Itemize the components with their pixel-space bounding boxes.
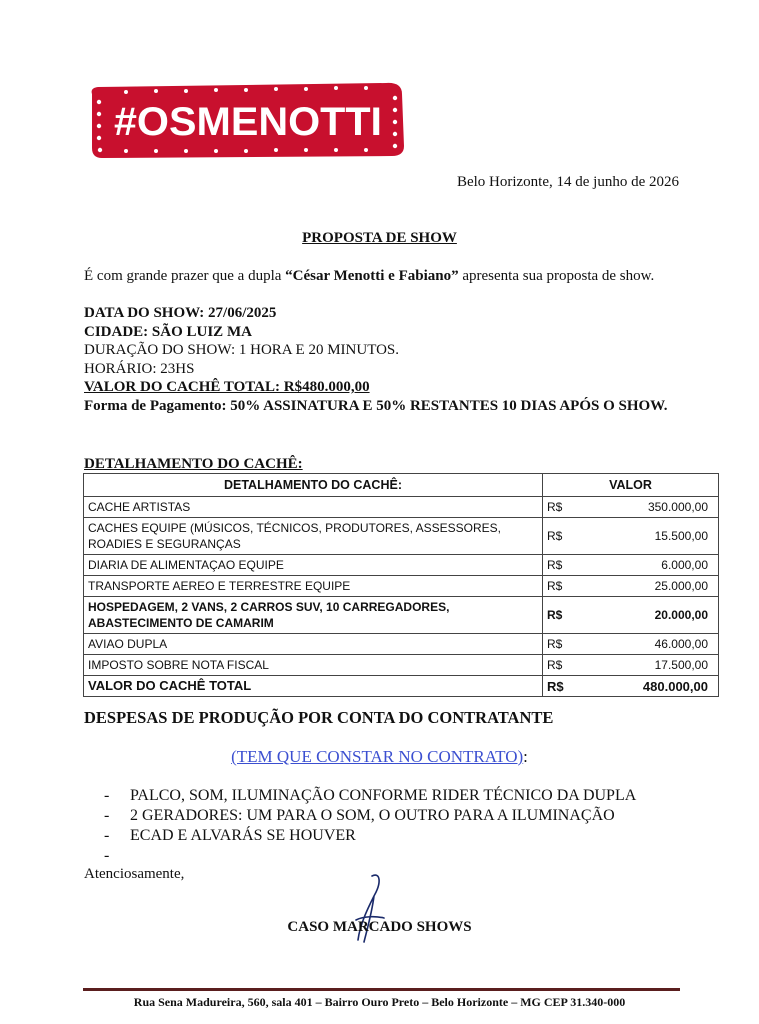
total-description: VALOR DO CACHÊ TOTAL (84, 676, 543, 697)
row-amount: 17.500,00 (579, 655, 719, 676)
list-item (84, 786, 636, 806)
duo-name: “César Menotti e Fabiano” (285, 268, 459, 284)
bullet-dash: - (104, 787, 110, 804)
column-header-detail: DETALHAMENTO DO CACHÊ: (84, 474, 543, 497)
row-description: HOSPEDAGEM, 2 VANS, 2 CARROS SUV, 10 CARREGADORES, ABASTECIMENTO DE CAMARIM (84, 597, 543, 634)
show-time: HORÁRIO: 23HS (84, 360, 195, 377)
osmenotti-logo (86, 80, 406, 160)
bullet-dash: - (104, 827, 110, 844)
intro-before: É com grande prazer que a dupla (84, 268, 286, 284)
row-amount: 350.000,00 (579, 497, 719, 518)
table-row (84, 497, 719, 518)
requirement-text: 2 GERADORES: UM PARA O SOM, O OUTRO PARA A ILUMINAÇÃO (130, 807, 615, 824)
table-row (84, 576, 719, 597)
row-amount: 15.500,00 (579, 518, 719, 555)
list-item (84, 826, 636, 846)
contract-note-suffix: : (523, 747, 528, 766)
row-currency: R$ (543, 597, 580, 634)
date-line: Belo Horizonte, 14 de junho de 2026 (456, 174, 679, 190)
contract-note-link[interactable]: (TEM QUE CONSTAR NO CONTRATO) (231, 747, 524, 766)
requirements-list (84, 786, 637, 864)
row-description: CACHES EQUIPE (MÚSICOS, TÉCNICOS, PRODUTORES, ASSESSORES, ROADIES E SEGURANÇAS (84, 518, 543, 555)
row-currency: R$ (543, 555, 580, 576)
table-header-row (84, 474, 719, 497)
total-amount: 480.000,00 (579, 676, 719, 697)
closing-text: Atenciosamente, (84, 866, 185, 882)
fee-detail-label: DETALHAMENTO DO CACHÊ: (84, 456, 303, 472)
row-amount: 6.000,00 (579, 555, 719, 576)
column-header-value: VALOR (543, 474, 719, 497)
total-currency: R$ (543, 676, 580, 697)
payment-terms: Forma de Pagamento: 50% ASSINATURA E 50% RESTANTES 10 DIAS APÓS O SHOW. (84, 397, 668, 414)
table-row (84, 655, 719, 676)
fee-table (83, 473, 719, 697)
table-row (84, 518, 719, 555)
row-currency: R$ (543, 655, 580, 676)
row-description: TRANSPORTE AEREO E TERRESTRE EQUIPE (84, 576, 543, 597)
show-city: CIDADE: SÃO LUIZ MA (84, 323, 252, 340)
show-duration: DURAÇÃO DO SHOW: 1 HORA E 20 MINUTOS. (84, 342, 400, 358)
row-amount: 20.000,00 (579, 597, 719, 634)
contract-note (0, 747, 759, 767)
footer-address: Rua Sena Madureira, 560, sala 401 – Bairro Ouro Preto – Belo Horizonte – MG CEP 31.340-000 (133, 995, 626, 1009)
row-description: IMPOSTO SOBRE NOTA FISCAL (84, 655, 543, 676)
row-description: DIARIA DE ALIMENTAÇAO EQUIPE (84, 555, 543, 576)
row-amount: 25.000,00 (579, 576, 719, 597)
requirement-text: ECAD E ALVARÁS SE HOUVER (130, 827, 356, 844)
table-total-row (84, 676, 719, 697)
document-title: PROPOSTA DE SHOW (302, 230, 457, 246)
company-name: CASO MARCADO SHOWS (287, 919, 472, 935)
svg-text:#OSMENOTTI: #OSMENOTTI (114, 100, 382, 144)
show-date: DATA DO SHOW: 27/06/2025 (84, 305, 277, 321)
bullet-dash: - (104, 847, 110, 864)
total-fee: VALOR DO CACHÊ TOTAL: R$480.000,00 (84, 379, 370, 395)
row-currency: R$ (543, 634, 580, 655)
show-info (84, 304, 680, 415)
row-currency: R$ (543, 518, 580, 555)
row-description: AVIAO DUPLA (84, 634, 543, 655)
list-item (84, 806, 636, 826)
row-description: CACHE ARTISTAS (84, 497, 543, 518)
table-row (84, 597, 719, 634)
row-currency: R$ (543, 576, 580, 597)
row-currency: R$ (543, 497, 580, 518)
table-row (84, 555, 719, 576)
production-expenses-title: DESPESAS DE PRODUÇÃO POR CONTA DO CONTRATANTE (84, 708, 554, 727)
footer-divider (83, 988, 680, 991)
intro-paragraph (84, 268, 654, 285)
intro-after: apresenta sua proposta de show. (458, 268, 655, 284)
requirement-text: PALCO, SOM, ILUMINAÇÃO CONFORME RIDER TÉCNICO DA DUPLA (130, 787, 637, 804)
table-row (84, 634, 719, 655)
bullet-dash: - (104, 807, 110, 824)
row-amount: 46.000,00 (579, 634, 719, 655)
